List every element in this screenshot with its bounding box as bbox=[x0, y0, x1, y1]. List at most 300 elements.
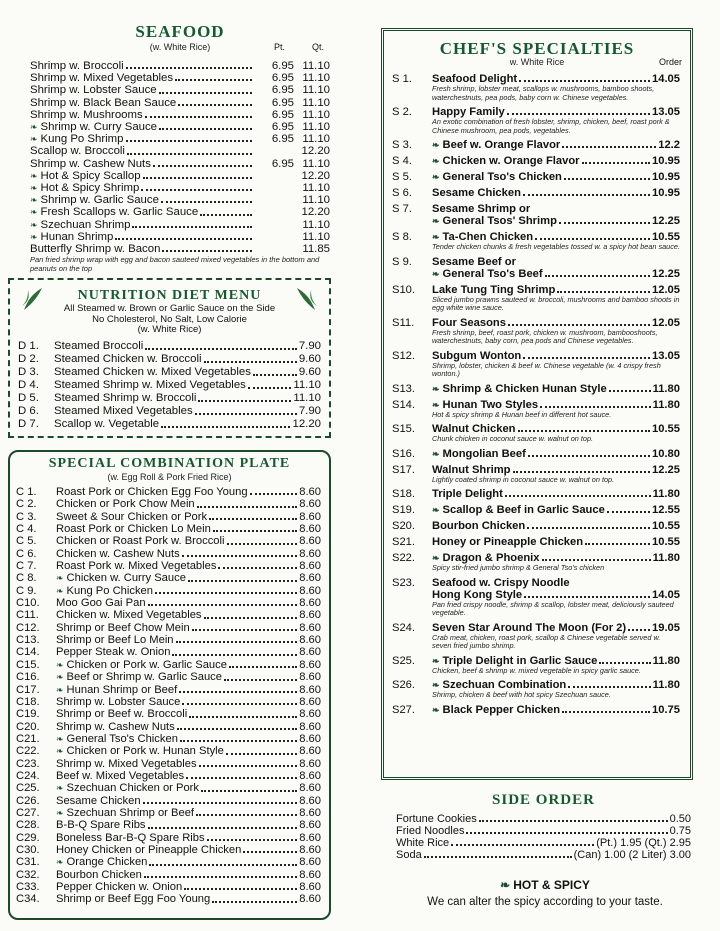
leader-dots bbox=[564, 178, 650, 180]
leader-dots bbox=[145, 116, 252, 118]
item-name: General Tso's Chicken bbox=[442, 171, 562, 183]
item-price: 10.55 bbox=[652, 536, 680, 548]
item-name: Beef w. Orange Flavor bbox=[442, 139, 561, 151]
item-code: C26. bbox=[16, 794, 40, 807]
item-name: Chicken or Pork w. Garlic Sauce bbox=[66, 658, 227, 671]
leader-dots bbox=[159, 92, 252, 94]
item-code: C11. bbox=[16, 609, 39, 622]
combination-item bbox=[16, 671, 321, 683]
item-price: 13.05 bbox=[652, 349, 680, 362]
item-name: Beef or Shrimp w. Garlic Sauce bbox=[66, 671, 222, 684]
hot-pepper-icon: ❧ bbox=[56, 807, 64, 818]
item-name: Soda bbox=[396, 849, 422, 861]
leader-dots bbox=[159, 128, 252, 130]
item-name: Bourbon Chicken bbox=[56, 868, 142, 881]
item-name: Shrimp or Beef Egg Foo Young bbox=[56, 893, 211, 906]
item-quart-price: 11.10 bbox=[302, 218, 330, 231]
item-name: Steamed Shrimp w. Broccoli bbox=[54, 391, 197, 404]
leader-dots bbox=[243, 851, 297, 853]
leader-dots bbox=[199, 765, 298, 767]
item-name: Szechuan Shrimp bbox=[40, 218, 131, 231]
item-code: C28. bbox=[16, 819, 40, 832]
item-name: Walnut Chicken bbox=[432, 423, 516, 435]
leader-dots bbox=[161, 426, 290, 428]
leader-dots bbox=[197, 506, 298, 508]
side-order-item bbox=[396, 825, 691, 837]
hot-pepper-icon: ❧ bbox=[56, 857, 64, 868]
item-price: 19.05 bbox=[652, 621, 680, 634]
item-code: C31. bbox=[16, 856, 40, 869]
item-price: 8.60 bbox=[299, 621, 321, 634]
nutrition-sub1: All Steamed w. Brown or Garlic Sauce on the Side bbox=[63, 303, 276, 314]
item-quart-price: 11.10 bbox=[302, 182, 330, 195]
chef-item-row bbox=[392, 704, 680, 716]
item-price: 12.25 bbox=[652, 215, 680, 227]
item-name: Honey Chicken or Pineapple Chicken bbox=[56, 843, 242, 856]
leader-dots bbox=[204, 617, 298, 619]
item-code: D 2. bbox=[18, 352, 39, 365]
chef-item-row bbox=[392, 520, 680, 532]
leader-dots bbox=[519, 80, 650, 82]
item-price: 8.60 bbox=[299, 695, 321, 708]
leader-dots bbox=[248, 387, 291, 389]
hot-pepper-icon: ❧ bbox=[56, 659, 64, 670]
seafood-item bbox=[30, 72, 330, 84]
item-price: 0.50 bbox=[669, 813, 691, 825]
hot-pepper-icon: ❧ bbox=[56, 684, 64, 695]
item-name: Ta-Chen Chicken bbox=[442, 231, 534, 243]
item-name: Triple Delight in Garlic Sauce bbox=[442, 654, 598, 667]
item-code: S 6. bbox=[392, 187, 412, 199]
item-name: General Tso's Chicken bbox=[66, 732, 178, 745]
item-name: Shrimp w. Lobster Sauce bbox=[56, 695, 181, 708]
item-code: C16. bbox=[16, 671, 40, 684]
seafood-item bbox=[30, 243, 330, 255]
chef-item-row-2 bbox=[392, 215, 680, 227]
combination-item bbox=[16, 684, 321, 696]
combination-item bbox=[16, 548, 321, 560]
combination-item bbox=[16, 585, 321, 597]
hot-pepper-icon: ❧ bbox=[30, 195, 38, 206]
hot-pepper-icon: ❧ bbox=[30, 183, 38, 194]
leader-dots bbox=[559, 222, 650, 224]
item-code: C18. bbox=[16, 695, 40, 708]
chef-item-row-2 bbox=[392, 589, 680, 601]
item-name: Seafood Delight bbox=[432, 73, 518, 85]
chef-item bbox=[392, 520, 680, 532]
chef-item-row bbox=[392, 464, 680, 476]
item-quart-price: 11.10 bbox=[302, 60, 330, 72]
leader-dots bbox=[224, 679, 297, 681]
item-name: Dragon & Phoenix bbox=[442, 552, 540, 564]
item-code: C 4. bbox=[16, 523, 37, 536]
leader-dots bbox=[609, 390, 651, 392]
item-price: 8.60 bbox=[299, 671, 321, 684]
item-price: 11.80 bbox=[652, 552, 680, 564]
hot-pepper-icon: ❧ bbox=[30, 207, 38, 218]
hot-pepper-icon: ❧ bbox=[432, 505, 440, 515]
chef-item-row-2 bbox=[392, 268, 680, 280]
item-name: Shrimp or Beef w. Broccoli bbox=[56, 708, 188, 721]
item-name: B-B-Q Spare Ribs bbox=[56, 819, 146, 832]
leader-dots bbox=[212, 901, 297, 903]
chef-item bbox=[392, 577, 680, 618]
item-name: Shrimp w. Mixed Vegetables bbox=[30, 72, 174, 85]
hot-pepper-icon: ❧ bbox=[432, 399, 440, 410]
leader-dots bbox=[126, 67, 252, 69]
leader-dots bbox=[192, 629, 298, 631]
item-description: Fresh shrimp, lobster meat, scallops w. mushrooms, bamboo shoots, waterchestnuts, pea pods, baby corn w. Chinese vegetables. bbox=[432, 84, 655, 102]
item-name: Chicken w. Curry Sauce bbox=[66, 572, 186, 585]
item-name: Steamed Mixed Vegetables bbox=[54, 404, 193, 417]
item-description: Pan fried crispy noodle, shrimp & scallop, lobster meat, deliciously sauteed vegetable. bbox=[432, 599, 674, 617]
item-code: S13. bbox=[392, 382, 416, 395]
nutrition-item bbox=[18, 418, 321, 431]
item-price: 8.60 bbox=[299, 782, 321, 795]
leader-dots bbox=[189, 716, 297, 718]
item-name: Scallop & Beef in Garlic Sauce bbox=[442, 504, 605, 516]
nutrition-item bbox=[18, 340, 321, 353]
leader-dots bbox=[126, 140, 253, 142]
seafood-section bbox=[30, 22, 330, 273]
leader-dots bbox=[523, 194, 650, 196]
item-price: 8.60 bbox=[299, 881, 321, 893]
combination-item bbox=[16, 856, 321, 868]
leader-dots bbox=[513, 471, 650, 473]
leader-dots bbox=[424, 856, 572, 858]
leader-dots bbox=[508, 324, 650, 326]
item-code: C25. bbox=[16, 782, 40, 795]
item-price: 8.60 bbox=[299, 769, 321, 782]
chef-item-row bbox=[392, 622, 680, 634]
item-price: 8.60 bbox=[299, 597, 321, 610]
combination-item bbox=[16, 733, 321, 745]
nutrition-item bbox=[18, 405, 321, 418]
item-name: Chicken w. Cashew Nuts bbox=[56, 547, 180, 560]
combination-item bbox=[16, 819, 321, 831]
item-code: S11. bbox=[392, 316, 415, 329]
hot-pepper-icon: ❧ bbox=[432, 232, 440, 242]
item-name: Sesame Chicken bbox=[432, 187, 521, 199]
item-price: 8.60 bbox=[299, 819, 321, 832]
item-name: Happy Family bbox=[432, 106, 505, 118]
item-price: 14.05 bbox=[652, 588, 680, 601]
leader-dots bbox=[196, 814, 297, 816]
item-code: C24. bbox=[16, 769, 40, 782]
hot-pepper-icon: ❧ bbox=[30, 122, 38, 133]
leader-dots bbox=[505, 495, 651, 497]
chef-item bbox=[392, 187, 680, 199]
item-name-2: General Tso's Beef bbox=[442, 267, 543, 280]
item-code: S14. bbox=[392, 398, 416, 411]
item-price: (Pt.) 1.95 (Qt.) 2.95 bbox=[596, 837, 691, 849]
order-label: Order bbox=[658, 57, 682, 67]
chef-item bbox=[392, 399, 680, 420]
item-price: 8.60 bbox=[299, 745, 321, 758]
item-name: Chicken or Pork Chow Mein bbox=[56, 498, 195, 511]
chef-item-row bbox=[392, 448, 680, 460]
seafood-title: SEAFOOD bbox=[135, 22, 225, 41]
leader-dots bbox=[148, 604, 298, 606]
item-name: Roast Pork or Chicken Egg Foo Young bbox=[56, 486, 248, 498]
item-price: 11.80 bbox=[652, 488, 680, 500]
item-quart-price: 12.20 bbox=[301, 145, 330, 158]
item-name: Kung Po Shrimp bbox=[40, 133, 124, 146]
hot-pepper-icon: ❧ bbox=[432, 655, 440, 666]
chef-item-row bbox=[392, 155, 680, 167]
item-name: Hunan Two Styles bbox=[442, 398, 539, 411]
item-name: Subgum Wonton bbox=[432, 349, 522, 362]
hot-pepper-icon: ❧ bbox=[432, 268, 440, 279]
item-code: D 5. bbox=[18, 391, 39, 404]
item-code: C33. bbox=[16, 881, 40, 893]
item-code: S25. bbox=[392, 654, 416, 667]
item-name: Shrimp w. Mushrooms bbox=[30, 108, 143, 121]
seafood-list bbox=[30, 60, 330, 255]
side-order-item bbox=[396, 837, 691, 849]
item-price: 10.55 bbox=[652, 231, 680, 243]
item-pint-price: 6.95 bbox=[271, 60, 294, 72]
hot-pepper-icon: ❧ bbox=[56, 783, 64, 794]
item-name: Honey or Pineapple Chicken bbox=[432, 536, 584, 548]
item-name: Steamed Chicken w. Broccoli bbox=[54, 352, 202, 365]
leader-dots bbox=[180, 740, 297, 742]
leader-dots bbox=[188, 580, 297, 582]
leader-dots bbox=[562, 146, 656, 148]
hot-pepper-icon: ❧ bbox=[56, 672, 64, 683]
item-quart-price: 11.10 bbox=[302, 108, 330, 121]
item-code: C30. bbox=[16, 843, 40, 856]
chef-item-row bbox=[392, 317, 680, 329]
chef-item-row bbox=[392, 187, 680, 199]
seafood-item bbox=[30, 133, 330, 145]
item-name: Sesame Chicken bbox=[56, 794, 141, 807]
seafood-item bbox=[30, 109, 330, 121]
hot-pepper-icon: ❧ bbox=[30, 219, 38, 230]
item-name: Pepper Chicken w. Onion bbox=[56, 881, 183, 893]
side-order-item bbox=[396, 849, 691, 861]
item-name: Steamed Chicken w. Mixed Vegetables bbox=[54, 365, 251, 378]
chef-item-row bbox=[392, 171, 680, 183]
item-name: Shrimp w. Broccoli bbox=[30, 60, 124, 72]
chef-title: CHEF'S SPECIALTIES bbox=[439, 39, 635, 58]
chef-item bbox=[392, 171, 680, 183]
item-name: Scallop w. Vegetable bbox=[54, 417, 160, 430]
item-quart-price: 11.10 bbox=[302, 84, 330, 97]
chef-item bbox=[392, 350, 680, 379]
hot-spicy-note bbox=[400, 878, 690, 908]
leader-dots bbox=[132, 226, 252, 228]
side-order-item bbox=[396, 813, 691, 825]
leader-dots bbox=[528, 455, 650, 457]
leader-dots bbox=[507, 113, 650, 115]
item-description: Chicken, beef & shrimp w. mixed vegetable in spicy garlic sauce. bbox=[432, 665, 641, 675]
item-code: D 6. bbox=[18, 404, 39, 417]
item-name: Shrimp w. Cashew Nuts bbox=[56, 720, 175, 733]
item-quart-price: 12.20 bbox=[301, 169, 330, 182]
chef-item bbox=[392, 139, 680, 151]
item-price: 11.80 bbox=[652, 654, 680, 667]
nutrition-item bbox=[18, 366, 321, 379]
chef-item bbox=[392, 448, 680, 460]
seafood-note: Pan fried shrimp wrap with egg and bacon sauteed mixed vegetables in the bottom and peanuts on the top bbox=[30, 255, 320, 274]
leader-dots bbox=[179, 691, 297, 693]
item-code: S19. bbox=[392, 504, 416, 516]
item-code: C17. bbox=[16, 683, 40, 696]
combination-list bbox=[16, 486, 321, 906]
item-code: C 5. bbox=[16, 535, 37, 548]
item-code: C34. bbox=[16, 893, 40, 906]
seafood-item bbox=[30, 219, 330, 231]
seafood-item bbox=[30, 145, 330, 157]
item-description: Sliced jumbo prawns sauteed w. broccoli, mushrooms and bamboo shoots in egg white wine sauce. bbox=[432, 294, 680, 312]
item-code: C 2. bbox=[16, 498, 37, 511]
leader-dots bbox=[176, 641, 298, 643]
item-price: 8.60 bbox=[299, 646, 321, 659]
chef-item bbox=[392, 423, 680, 444]
combination-item bbox=[16, 782, 321, 794]
leader-dots bbox=[545, 275, 650, 277]
leader-dots bbox=[155, 592, 297, 594]
hot-pepper-icon: ❧ bbox=[432, 140, 440, 150]
chef-item bbox=[392, 203, 680, 227]
item-name-2: Hong Kong Style bbox=[432, 588, 523, 601]
item-price: 8.60 bbox=[299, 683, 321, 696]
side-order-title: SIDE ORDER bbox=[492, 792, 595, 808]
item-code: D 3. bbox=[18, 365, 39, 378]
item-price: 10.55 bbox=[652, 520, 680, 532]
hot-pepper-icon: ❧ bbox=[30, 134, 38, 145]
leader-dots bbox=[229, 666, 297, 668]
item-code: S 1. bbox=[392, 73, 412, 85]
hot-pepper-icon: ❧ bbox=[30, 170, 38, 181]
item-name: Shrimp or Beef Chow Mein bbox=[56, 621, 190, 634]
seafood-item bbox=[30, 231, 330, 243]
item-pint-price: 6.95 bbox=[271, 72, 294, 85]
bamboo-leaf-icon bbox=[20, 286, 46, 312]
item-name: Bourbon Chicken bbox=[432, 520, 526, 532]
item-pint-price: 6.95 bbox=[271, 84, 294, 97]
combination-title: SPECIAL COMBINATION PLATE bbox=[48, 456, 291, 471]
combination-section bbox=[8, 450, 331, 920]
item-price: 8.60 bbox=[299, 843, 321, 856]
item-code: S27. bbox=[392, 703, 416, 716]
item-price: 8.60 bbox=[299, 732, 321, 745]
combination-item bbox=[16, 745, 321, 757]
item-price: 12.2 bbox=[658, 139, 680, 151]
item-pint-price: 6.95 bbox=[271, 108, 294, 121]
combination-item bbox=[16, 881, 321, 893]
leader-dots bbox=[172, 654, 297, 656]
item-name: Shrimp w. Black Bean Sauce bbox=[30, 96, 177, 109]
chef-item-row bbox=[392, 203, 680, 215]
item-code: S24. bbox=[392, 621, 416, 634]
item-price: 8.60 bbox=[299, 658, 321, 671]
leader-dots bbox=[227, 543, 298, 545]
hot-pepper-icon: ❧ bbox=[500, 878, 511, 892]
item-name: Pepper Steak w. Onion bbox=[56, 646, 171, 659]
item-price: 11.80 bbox=[652, 398, 680, 411]
chef-item-row bbox=[392, 399, 680, 411]
item-quart-price: 11.10 bbox=[302, 72, 330, 85]
leader-dots bbox=[540, 406, 651, 408]
item-name: Walnut Shrimp bbox=[432, 463, 511, 476]
combination-item bbox=[16, 523, 321, 535]
item-price: 12.25 bbox=[652, 267, 680, 280]
item-name: Fresh Scallops w. Garlic Sauce bbox=[40, 206, 199, 219]
item-price: 10.75 bbox=[652, 703, 680, 716]
item-code: S12. bbox=[392, 349, 416, 362]
item-code: S 9. bbox=[392, 255, 412, 268]
chef-item bbox=[392, 552, 680, 573]
leader-dots bbox=[451, 844, 594, 846]
chef-item-row bbox=[392, 504, 680, 516]
item-name: Hot & Spicy Shrimp bbox=[40, 182, 140, 195]
combination-item bbox=[16, 498, 321, 510]
item-name: Butterfly Shrimp w. Bacon bbox=[30, 243, 161, 256]
hot-pepper-icon: ❧ bbox=[432, 553, 440, 563]
chef-subtitle: w. White Rice bbox=[509, 57, 565, 67]
chef-item-row bbox=[392, 284, 680, 296]
item-price: 12.05 bbox=[652, 283, 680, 296]
leader-dots bbox=[218, 567, 297, 569]
chef-item bbox=[392, 679, 680, 700]
leader-dots bbox=[148, 827, 298, 829]
item-code: C 6. bbox=[16, 547, 37, 560]
item-code: D 7. bbox=[18, 417, 39, 430]
item-name: Shrimp & Chicken Hunan Style bbox=[442, 382, 607, 395]
combination-item bbox=[16, 795, 321, 807]
combination-item bbox=[16, 535, 321, 547]
nutrition-section bbox=[8, 278, 331, 438]
item-name: Hunan Shrimp bbox=[40, 230, 114, 243]
combination-item bbox=[16, 893, 321, 905]
hot-pepper-icon: ❧ bbox=[432, 680, 440, 690]
item-code: C12. bbox=[16, 621, 40, 634]
combination-item bbox=[16, 609, 321, 621]
item-name: Seafood w. Crispy Noodle bbox=[432, 576, 570, 589]
combination-item bbox=[16, 807, 321, 819]
item-code: C19. bbox=[16, 708, 40, 721]
item-code: S20. bbox=[392, 520, 416, 532]
item-pint-price: 6.95 bbox=[271, 133, 294, 146]
leader-dots bbox=[143, 177, 252, 179]
item-price: 8.60 bbox=[299, 856, 321, 869]
item-price: 12.55 bbox=[652, 504, 680, 516]
item-name: Roast Pork or Chicken Lo Mein bbox=[56, 523, 211, 536]
item-price: 11.80 bbox=[652, 382, 680, 395]
item-name: Hot & Spicy Scallop bbox=[40, 169, 141, 182]
item-name: Steamed Shrimp w. Mixed Vegetables bbox=[54, 378, 246, 391]
combination-item bbox=[16, 721, 321, 733]
item-price: 8.60 bbox=[299, 498, 321, 511]
leader-dots bbox=[200, 214, 252, 216]
chef-item bbox=[392, 536, 680, 548]
item-code: C 8. bbox=[16, 572, 37, 585]
item-name: Shrimp w. Lobster Sauce bbox=[30, 84, 157, 97]
item-description: Hot & spicy shrimp & Hunan beef in different hot sauce. bbox=[432, 409, 612, 419]
seafood-item bbox=[30, 194, 330, 206]
seafood-item bbox=[30, 121, 330, 133]
item-code: S 7. bbox=[392, 203, 412, 215]
leader-dots bbox=[182, 703, 297, 705]
item-price: 14.05 bbox=[652, 73, 680, 85]
chef-item-row bbox=[392, 256, 680, 268]
item-name: Szechuan Shrimp or Beef bbox=[66, 806, 195, 819]
item-price: 7.90 bbox=[298, 339, 321, 352]
item-code: C14. bbox=[16, 646, 40, 659]
item-price: 8.60 bbox=[299, 584, 321, 597]
